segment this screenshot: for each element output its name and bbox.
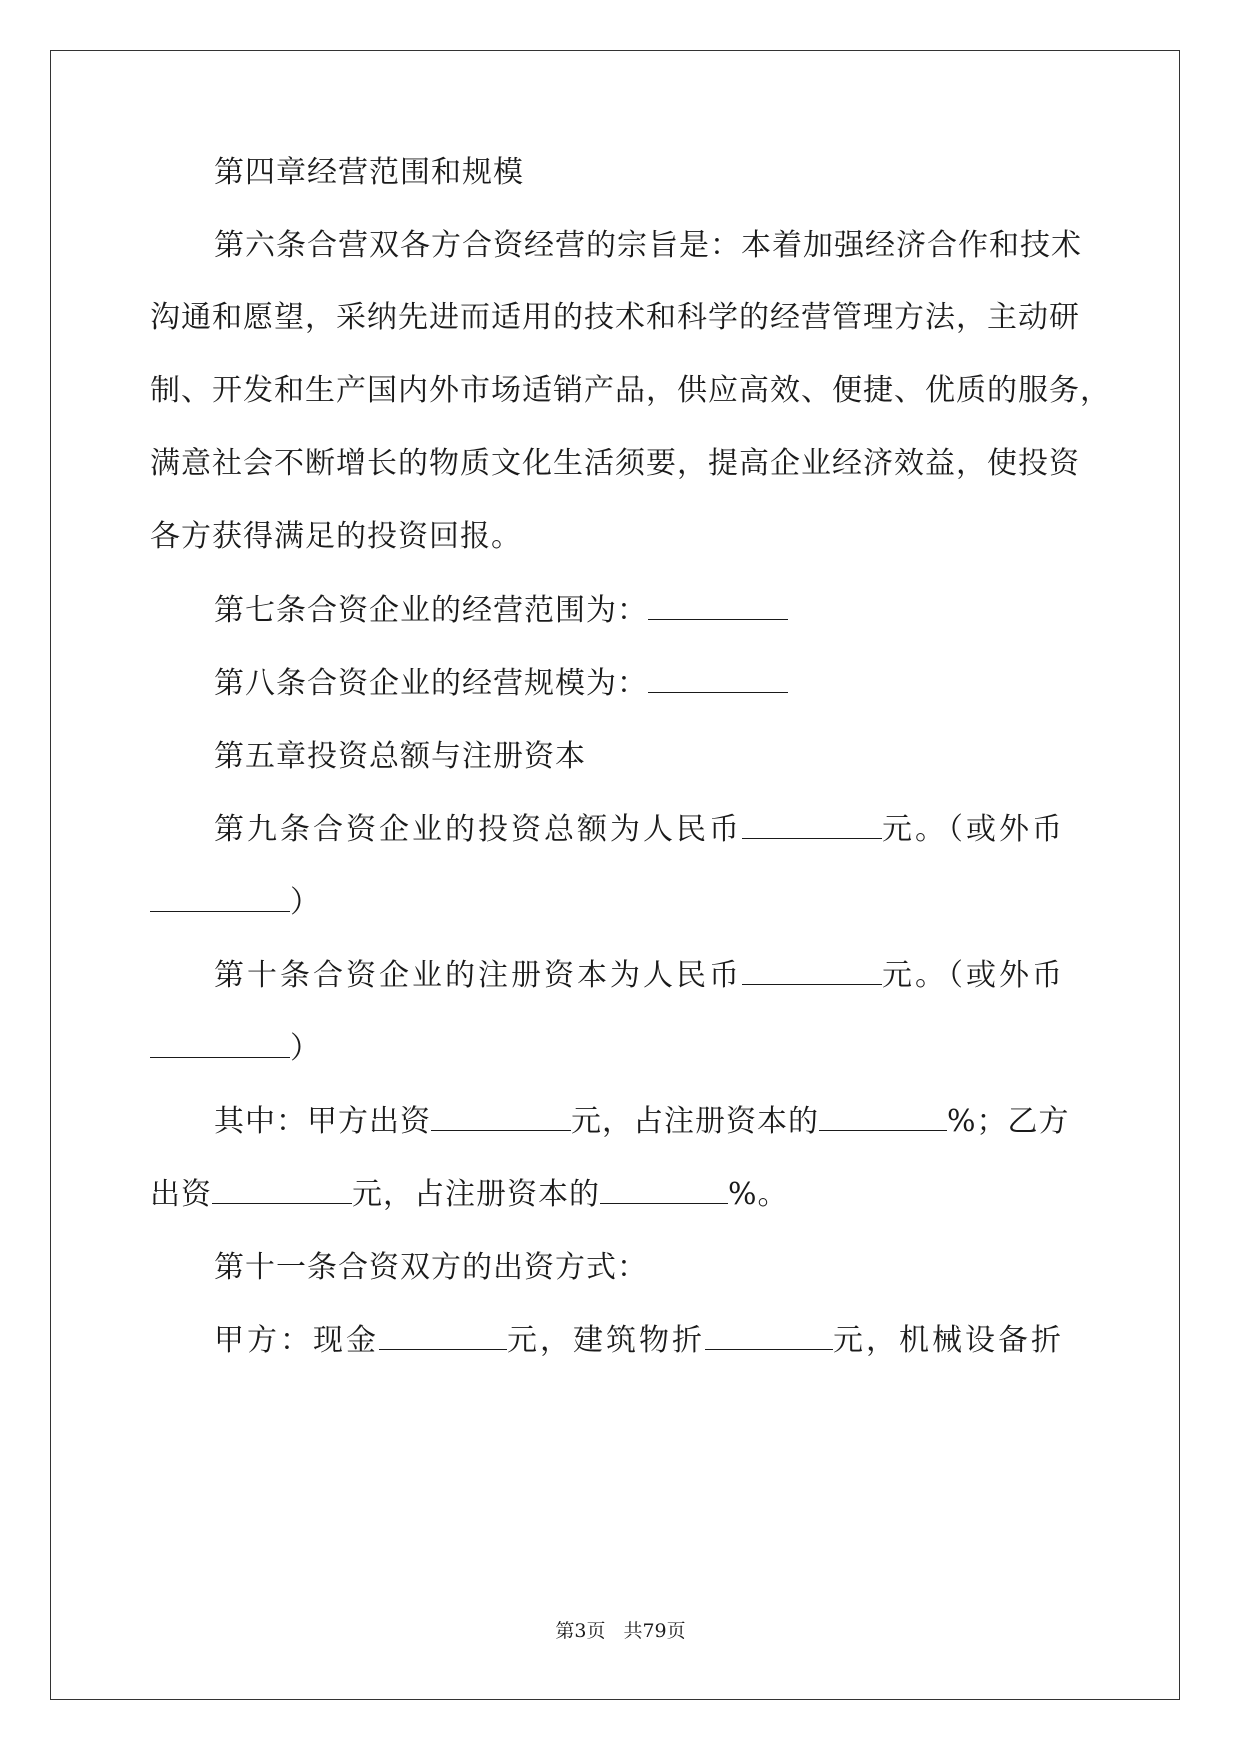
contribution-text-4: 出资: [150, 1177, 212, 1212]
foreign-currency-blank-1: [150, 883, 290, 912]
article-10-text: 第十条合资企业的注册资本为人民币: [214, 958, 742, 993]
article-9-close: ）: [290, 885, 321, 920]
registered-capital-blank: [742, 956, 882, 985]
contribution-text-1: 其中：甲方出资: [214, 1104, 431, 1139]
contribution-text-2: 元，占注册资本的: [571, 1104, 819, 1139]
article-10: [214, 956, 1065, 996]
party-a-amount-blank: [431, 1102, 571, 1131]
article-6-line-1: 第六条合营双各方合资经营的宗旨是：本着加强经济合作和技术: [214, 228, 1082, 263]
total-investment-blank: [742, 810, 882, 839]
article-9: [214, 810, 1065, 850]
page-total: 共79页: [623, 1620, 686, 1642]
article-10-cont: [150, 1029, 321, 1069]
business-scale-blank: [648, 664, 788, 693]
page-number: 第3页: [555, 1620, 606, 1642]
foreign-currency-blank-2: [150, 1029, 290, 1058]
party-a-text-2: 元，建筑物折: [507, 1323, 705, 1358]
party-a-text-1: 甲方：现金: [214, 1323, 379, 1358]
party-a-contribution: [214, 1321, 1064, 1361]
cash-blank: [379, 1321, 507, 1350]
article-6-line-5: 各方获得满足的投资回报。: [150, 519, 522, 554]
article-7-text: 第七条合资企业的经营范围为：: [214, 593, 648, 628]
party-a-text-3: 元，机械设备折: [833, 1323, 1064, 1358]
chapter-5-heading: 第五章投资总额与注册资本: [214, 739, 586, 774]
article-7: [214, 591, 788, 631]
article-8: [214, 664, 788, 704]
contribution-text-3: %；乙方: [947, 1104, 1070, 1139]
party-a-percent-blank: [819, 1102, 947, 1131]
article-6-line-2: 沟通和愿望，采纳先进而适用的技术和科学的经营管理方法，主动研: [150, 300, 1080, 335]
article-10-after: 元。（或外币: [882, 958, 1065, 993]
party-b-amount-blank: [212, 1175, 352, 1204]
article-11: 第十一条合资双方的出资方式：: [214, 1250, 648, 1285]
contribution-line-1: [214, 1102, 1070, 1142]
article-6-line-3: 制、开发和生产国内外市场适销产品，供应高效、便捷、优质的服务，: [150, 373, 1111, 408]
article-9-after: 元。（或外币: [882, 812, 1065, 847]
business-scope-blank: [648, 591, 788, 620]
article-9-cont: [150, 883, 321, 923]
contribution-text-6: %。: [728, 1177, 789, 1212]
article-9-text: 第九条合资企业的投资总额为人民币: [214, 812, 742, 847]
page-footer: [0, 1619, 1241, 1643]
chapter-4-heading: 第四章经营范围和规模: [214, 155, 524, 190]
building-blank: [705, 1321, 833, 1350]
contribution-text-5: 元，占注册资本的: [352, 1177, 600, 1212]
party-b-percent-blank: [600, 1175, 728, 1204]
article-8-text: 第八条合资企业的经营规模为：: [214, 666, 648, 701]
article-10-close: ）: [290, 1031, 321, 1066]
article-6-line-4: 满意社会不断增长的物质文化生活须要，提高企业经济效益，使投资: [150, 446, 1080, 481]
contribution-line-2: [150, 1175, 789, 1215]
